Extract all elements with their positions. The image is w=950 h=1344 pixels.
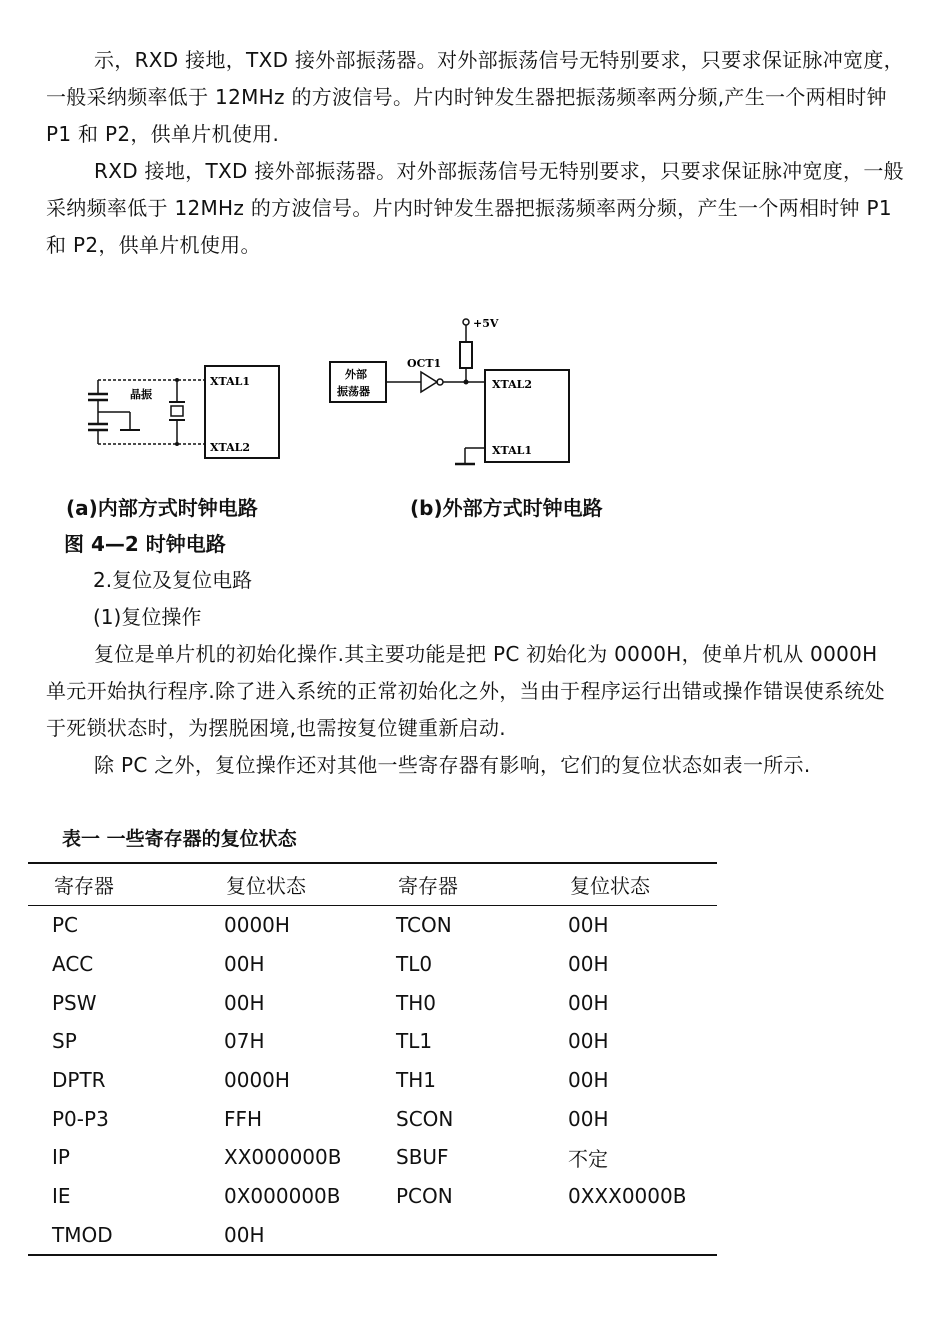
xtal1-label-b: XTAL1 — [492, 444, 533, 457]
table-cell: 00H — [568, 952, 609, 977]
header-register-1: 寄存器 — [54, 874, 114, 898]
table-row — [28, 906, 717, 945]
table-cell: 0000H — [224, 1068, 290, 1093]
subsection-heading: (1)复位操作 — [93, 605, 202, 629]
table-row — [28, 1061, 717, 1100]
table-cell: FFH — [224, 1106, 263, 1131]
paragraph-2: RXD 接地，TXD 接外部振荡器。对外部振荡信号无特别要求，只要求保证脉冲宽度，一般采纳频率低于 12MHz 的方波信号。片内时钟发生器把振荡频率两分频，产生一个两相时钟 P1 和 P2，供单片机使用。 — [46, 159, 904, 257]
table-row — [28, 1216, 717, 1256]
table-cell — [544, 1216, 717, 1256]
table-cell: ACC — [52, 952, 94, 977]
table-row — [28, 1099, 717, 1138]
table-cell: PSW — [52, 990, 97, 1015]
crystal-label: 晶振 — [130, 388, 152, 401]
table-cell: TCON — [396, 913, 452, 938]
table-row — [28, 1177, 717, 1216]
table-cell — [372, 1216, 544, 1256]
table-row — [28, 983, 717, 1022]
header-reset-1: 复位状态 — [226, 874, 306, 898]
table-cell: 00H — [568, 990, 609, 1015]
table-cell: PC — [52, 913, 79, 938]
figure-title: 图 4—2 时钟电路 — [64, 532, 226, 556]
paragraph-1: 示，RXD 接地，TXD 接外部振荡器。对外部振荡信号无特别要求，只要求保证脉冲宽度，一般采纳频率低于 12MHz 的方波信号。片内时钟发生器把振荡频率两分频,产生一个两相时钟 P1 和 P2，供单片机使用. — [46, 48, 904, 146]
table-cell: TL0 — [396, 952, 433, 977]
table-header-row — [28, 863, 717, 906]
table-cell: 0X000000B — [224, 1184, 341, 1209]
table-row — [28, 1138, 717, 1177]
table-cell: PCON — [396, 1184, 453, 1209]
table-cell: 00H — [568, 1106, 609, 1131]
section-heading: 2.复位及复位电路 — [93, 568, 253, 592]
table-cell: 07H — [224, 1029, 265, 1054]
table-cell: IE — [52, 1184, 71, 1209]
table-caption: 表一 一些寄存器的复位状态 — [62, 828, 297, 850]
paragraph-4: 除 PC 之外，复位操作还对其他一些寄存器有影响，它们的复位状态如表一所示. — [94, 753, 811, 777]
table-cell: SBUF — [396, 1145, 449, 1170]
paragraph-3: 复位是单片机的初始化操作.其主要功能是把 PC 初始化为 0000H，使单片机从 0000H 单元开始执行程序.除了进入系统的正常初始化之外，当由于程序运行出错或操作错误使系统处于死锁状态时，为摆脱困境,也需按复位键重新启动. — [46, 642, 885, 740]
table-cell: 00H — [224, 990, 265, 1015]
table-cell: 不定 — [568, 1146, 608, 1171]
table-cell: TH1 — [396, 1068, 436, 1093]
table-cell: 00H — [568, 1068, 609, 1093]
table-cell: TMOD — [52, 1222, 113, 1247]
table-cell: 00H — [568, 1029, 609, 1054]
osc-label-1: 外部 — [345, 368, 367, 381]
caption-a: (a)内部方式时钟电路 — [66, 496, 258, 520]
table-cell: TH0 — [396, 990, 436, 1015]
register-reset-table — [28, 862, 717, 1256]
header-reset-2: 复位状态 — [570, 874, 650, 898]
table-cell: P0-P3 — [52, 1106, 109, 1131]
table-cell: 0000H — [224, 913, 290, 938]
xtal2-label-a: XTAL2 — [210, 441, 251, 454]
table-cell: XX000000B — [224, 1145, 342, 1170]
table-cell: DPTR — [52, 1068, 106, 1093]
table-row — [28, 945, 717, 984]
table-cell: 00H — [224, 952, 265, 977]
table-cell: IP — [52, 1145, 70, 1170]
table-cell: 00H — [224, 1222, 265, 1247]
vcc-label: +5V — [473, 317, 499, 330]
table-cell: SP — [52, 1029, 77, 1054]
osc-label-2: 振荡器 — [337, 385, 370, 398]
caption-b: (b)外部方式时钟电路 — [410, 496, 603, 520]
figure-internal-clock — [80, 358, 290, 468]
table-cell: 0XXX0000B — [568, 1184, 687, 1209]
xtal2-label-b: XTAL2 — [492, 378, 533, 391]
table-cell: 00H — [568, 913, 609, 938]
table-cell: TL1 — [396, 1029, 433, 1054]
xtal1-label-a: XTAL1 — [210, 375, 251, 388]
gate-label: OCT1 — [407, 357, 442, 370]
figure-external-clock — [325, 312, 575, 472]
table-cell: SCON — [396, 1106, 454, 1131]
table-row — [28, 1022, 717, 1061]
header-register-2: 寄存器 — [398, 874, 458, 898]
